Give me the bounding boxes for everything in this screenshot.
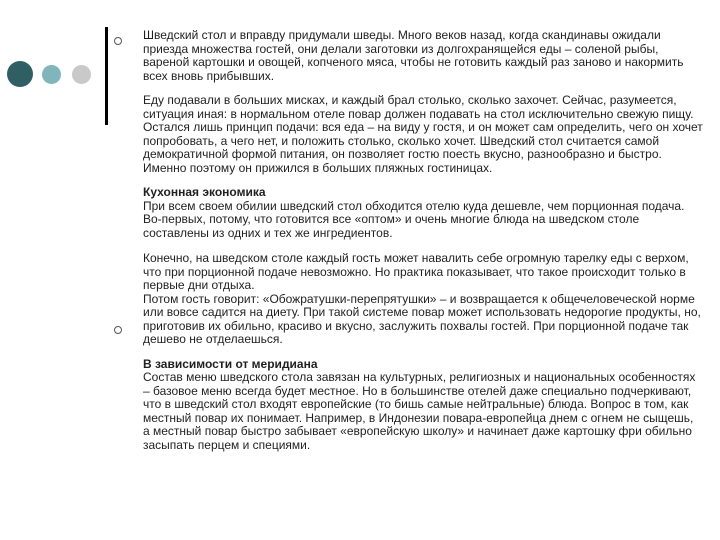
bullet-icon [114, 326, 122, 334]
paragraph-history: Еду подавали в больших мисках, и каждый брал столько, сколько захочет. Сейчас, разумеется, ситуация иная: в нормальном отеле повар должен подавать на стол исключительно свежую пищу. Остался лишь принцип подачи: вся еда – на виду у гостя, и он может сам определить, чего он хочет попробовать, а чего нет, и положить столько, сколько хочет. Шведский стол считается самой демократичной формой питания, он позволяет гостю поесть вкусно, разнообразно и быстро. Именно поэтому он прижился в больших пляжных гостиницах. [143, 93, 703, 175]
section-body: При всем своем обилии шведский стол обходится отелю куда дешевле, чем порционная подача. Во-первых, потому, что готовится все «оптом» и очень многие блюда на шведском столе составлены из одних и тех же ингредиентов. [143, 198, 685, 240]
section-heading: В зависимости от меридиана [143, 356, 318, 371]
section-meridian [143, 358, 703, 453]
vertical-rule [105, 27, 108, 125]
section-kitchen-economy [143, 186, 703, 240]
section-body: Состав меню шведского стола завязан на культурных, религиозных и национальных особенностях – базовое меню всегда будет местное. Но в большинстве отелей даже специально подчеркивают, что в шведский стол входят европейские (то бишь самые нейтральные) блюда. Вопрос в том, как местный повар их понимает. Например, в Индонезии повара-европейца днем с огнем не сыщешь, а местный повар быстро забывает «европейскую школу» и начинает даже картошку фри обильно засыпать перцем и специями. [143, 370, 696, 452]
section-heading: Кухонная экономика [143, 185, 266, 199]
decor-dot-gray [72, 65, 91, 84]
paragraph-guest: Потом гость говорит: «Обожратушки-перепрятушки» – и возвращается к общечеловеческой норме или вовсе садится на диету. При такой системе повар может использовать недорогие продукты, но, приготовив их обильно, красиво и вкусно, заслужить похвалы гостей. При порционной подаче так дешево не отделаешься. [143, 291, 701, 346]
slide-text [143, 29, 703, 452]
decor-dot-dark [7, 61, 33, 87]
paragraph-intro: Шведский стол и вправду придумали шведы. Много веков назад, когда скандинавы ожидали приезда множества гостей, они делали заготовки из долгохранящейся еды – соленой рыбы, вареной картошки и овощей, копченого мяса, чтобы не готовить каждый раз заново и накормить всех вновь прибывших. [143, 28, 684, 83]
decor-dot-teal [42, 65, 61, 84]
paragraph-portions: Конечно, на шведском столе каждый гость может навалить себе огромную тарелку еды с верхом, что при порционной подаче невозможно. Но практика показывает, что такое происходит только в первые дни отдыха. [143, 251, 689, 292]
bullet-icon [114, 37, 122, 45]
